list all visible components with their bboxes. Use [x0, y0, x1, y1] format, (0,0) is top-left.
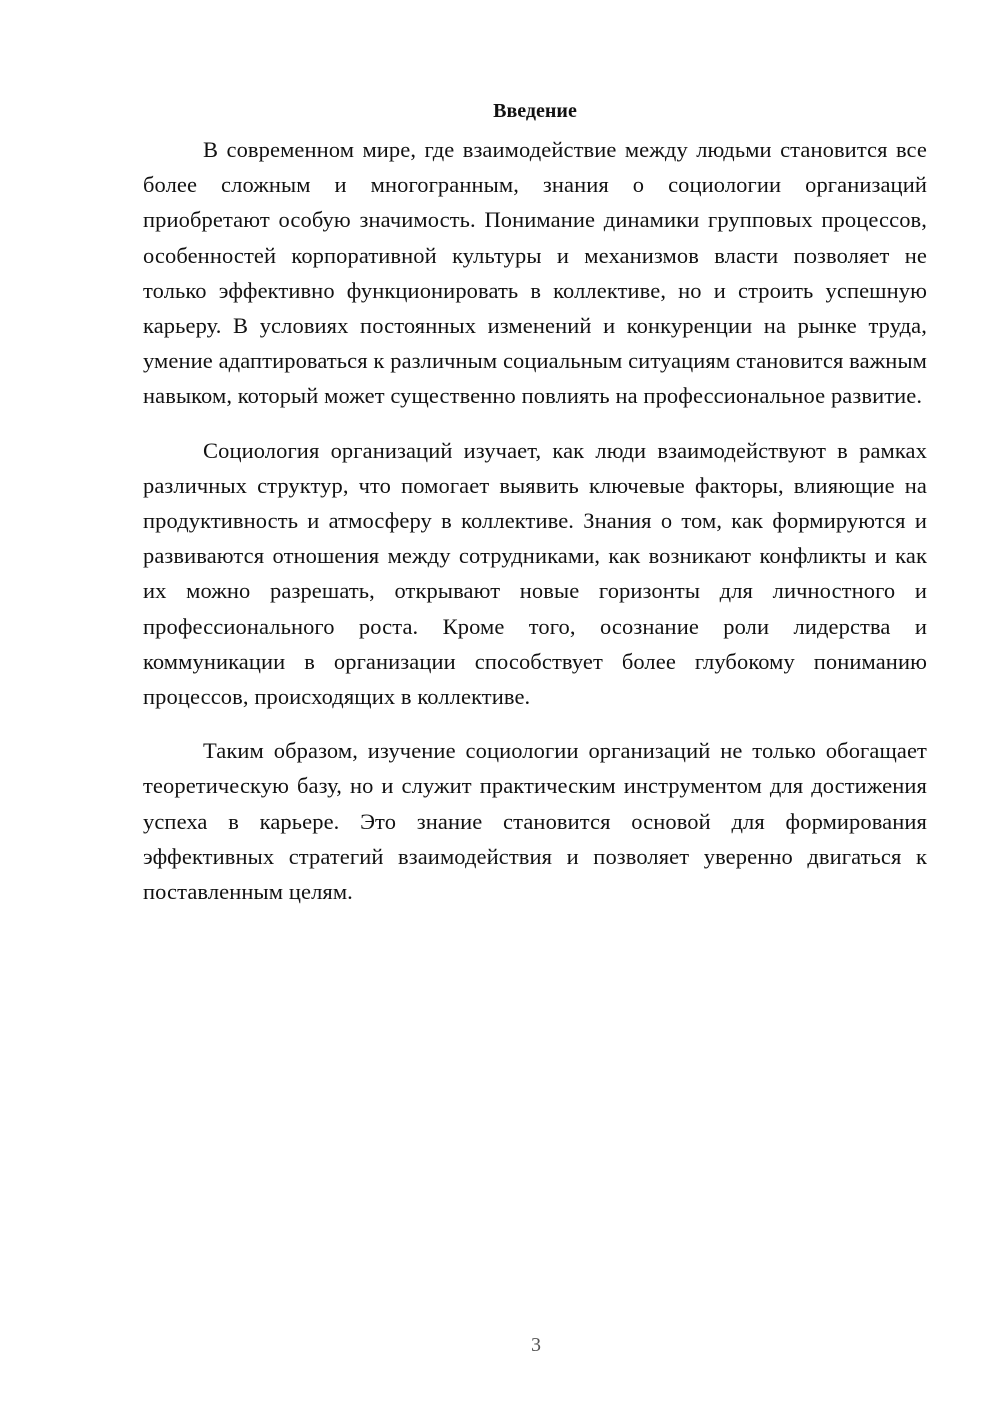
paragraph-3: Таким образом, изучение социологии организаций не только обогащает теоретическую базу, но и служит практическим инструментом для достижения успеха в карьере. Это знание становится основой для формирования эффективных стратегий взаимодействия и позволяет уверенно двигаться к поставленным целям.	[143, 738, 927, 905]
paragraph-2: Социология организаций изучает, как люди взаимодействуют в рамках различных структур, что помогает выявить ключевые факторы, влияющие на продуктивность и атмосферу в коллективе. Знания о том, как формируются и развиваются отношения между сотрудниками, как возникают конфликты и как их можно разрешать, открывают новые горизонты для личностного и профессионального роста. Кроме того, осознание роли лидерства и коммуникации в организации способствует более глубокому пониманию процессов, происходящих в коллективе.	[143, 437, 927, 710]
section-title: Введение	[493, 100, 577, 122]
paragraph-1: В современном мире, где взаимодействие между людьми становится все более сложным и многогранным, знания о социологии организаций приобретают особую значимость. Понимание динамики групповых процессов, особенностей корпоративной культуры и механизмов власти позволяет не только эффективно функционировать в коллективе, но и строить успешную карьеру. В условиях постоянных изменений и конкуренции на рынке труда, умение адаптироваться к различным социальным ситуациям становится важным навыком, который может существенно повлиять на профессиональное развитие.	[143, 137, 927, 409]
page-number: 3	[531, 1334, 541, 1356]
page-content	[143, 96, 927, 928]
